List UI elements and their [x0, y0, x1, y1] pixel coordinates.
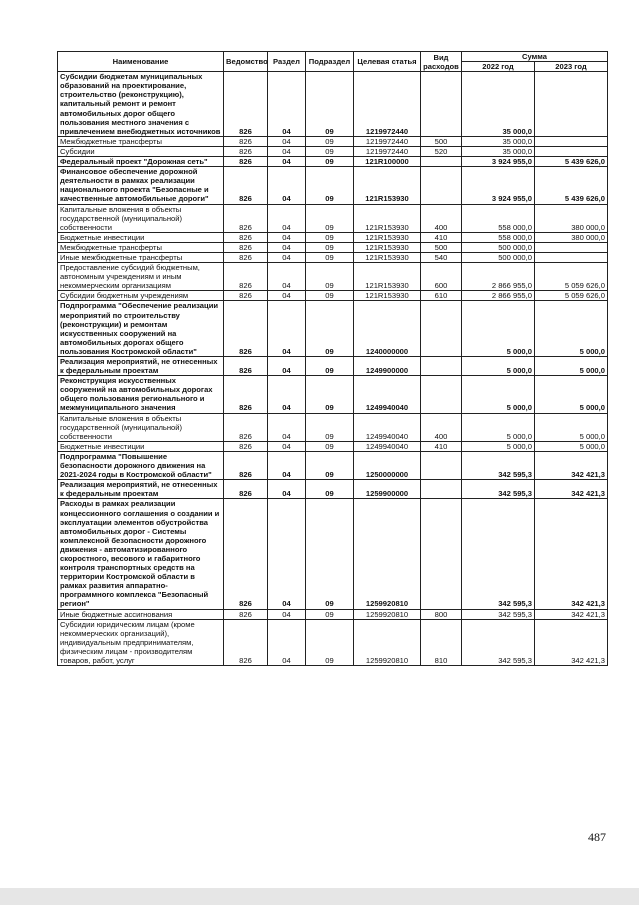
- row-sum-2022: 3 924 955,0: [462, 167, 535, 204]
- row-name: Субсидии бюджетам муниципальных образований на проектирование, строительство (реконструкцию), капитальный ремонт и ремонт автомобильных дорог общего пользования местного значения с привлечением внебюджетных источников: [58, 72, 224, 137]
- row-sum-2022: 5 000,0: [462, 357, 535, 376]
- header-name: Наименование: [58, 52, 224, 72]
- row-dept: 826: [224, 167, 268, 204]
- row-sum-2023: 342 421,3: [535, 480, 608, 499]
- row-sum-2022: 500 000,0: [462, 242, 535, 252]
- row-dept: 826: [224, 136, 268, 146]
- row-sum-2023: 5 439 626,0: [535, 167, 608, 204]
- row-exp-type: 540: [421, 252, 462, 262]
- row-target: 1219972440: [354, 72, 421, 137]
- row-target: 1259920810: [354, 609, 421, 619]
- row-sum-2022: 3 924 955,0: [462, 157, 535, 167]
- row-target: 1249900000: [354, 357, 421, 376]
- row-dept: 826: [224, 451, 268, 479]
- row-exp-type: [421, 167, 462, 204]
- row-exp-type: [421, 451, 462, 479]
- row-target: 121R153930: [354, 252, 421, 262]
- row-sum-2023: [535, 146, 608, 156]
- row-subsection: 09: [306, 609, 354, 619]
- row-sum-2023: 5 439 626,0: [535, 157, 608, 167]
- row-subsection: 09: [306, 499, 354, 609]
- row-subsection: 09: [306, 157, 354, 167]
- row-name: Бюджетные инвестиции: [58, 441, 224, 451]
- page-number: 487: [588, 830, 606, 844]
- row-sum-2022: 558 000,0: [462, 232, 535, 242]
- row-sum-2022: 342 595,3: [462, 499, 535, 609]
- row-target: 1240000000: [354, 301, 421, 357]
- table-row: [58, 413, 608, 441]
- table-row: [58, 357, 608, 376]
- row-dept: 826: [224, 252, 268, 262]
- row-subsection: 09: [306, 252, 354, 262]
- row-exp-type: 400: [421, 204, 462, 232]
- row-subsection: 09: [306, 376, 354, 413]
- row-exp-type: 600: [421, 263, 462, 291]
- table-row: [58, 441, 608, 451]
- row-section: 04: [268, 413, 306, 441]
- row-target: 121R153930: [354, 242, 421, 252]
- row-sum-2023: 5 059 626,0: [535, 263, 608, 291]
- row-section: 04: [268, 242, 306, 252]
- row-exp-type: [421, 301, 462, 357]
- row-dept: 826: [224, 242, 268, 252]
- table-row: [58, 451, 608, 479]
- row-sum-2023: 342 421,3: [535, 451, 608, 479]
- row-sum-2023: 5 000,0: [535, 376, 608, 413]
- row-section: 04: [268, 167, 306, 204]
- budget-table: [57, 51, 608, 666]
- table-row: [58, 136, 608, 146]
- row-name: Иные межбюджетные трансферты: [58, 252, 224, 262]
- row-target: 121R100000: [354, 157, 421, 167]
- row-target: 1249940040: [354, 441, 421, 451]
- row-name: Межбюджетные трансферты: [58, 242, 224, 252]
- row-sum-2022: 5 000,0: [462, 441, 535, 451]
- row-sum-2023: 342 421,3: [535, 609, 608, 619]
- row-dept: 826: [224, 441, 268, 451]
- row-subsection: 09: [306, 263, 354, 291]
- row-sum-2022: 5 000,0: [462, 376, 535, 413]
- row-section: 04: [268, 441, 306, 451]
- row-section: 04: [268, 357, 306, 376]
- row-subsection: 09: [306, 136, 354, 146]
- row-dept: 826: [224, 376, 268, 413]
- row-sum-2022: 5 000,0: [462, 413, 535, 441]
- row-name: Реализация мероприятий, не отнесенных к федеральным проектам: [58, 357, 224, 376]
- table-row: [58, 72, 608, 137]
- row-target: 121R153930: [354, 204, 421, 232]
- row-dept: 826: [224, 619, 268, 665]
- row-exp-type: [421, 72, 462, 137]
- row-subsection: 09: [306, 301, 354, 357]
- row-exp-type: 500: [421, 136, 462, 146]
- row-name: Подпрограмма "Повышение безопасности дорожного движения на 2021-2024 годы в Костромской области": [58, 451, 224, 479]
- row-name: Федеральный проект "Дорожная сеть": [58, 157, 224, 167]
- row-section: 04: [268, 146, 306, 156]
- row-dept: 826: [224, 499, 268, 609]
- table-row: [58, 480, 608, 499]
- row-sum-2022: 5 000,0: [462, 301, 535, 357]
- row-sum-2022: 2 866 955,0: [462, 263, 535, 291]
- row-subsection: 09: [306, 72, 354, 137]
- row-target: 1259920810: [354, 619, 421, 665]
- row-dept: 826: [224, 263, 268, 291]
- table-row: [58, 499, 608, 609]
- row-subsection: 09: [306, 413, 354, 441]
- table-row: [58, 146, 608, 156]
- row-sum-2022: 500 000,0: [462, 252, 535, 262]
- row-sum-2023: [535, 252, 608, 262]
- row-exp-type: 800: [421, 609, 462, 619]
- row-section: 04: [268, 480, 306, 499]
- row-sum-2023: 342 421,3: [535, 619, 608, 665]
- table-row: [58, 242, 608, 252]
- header-year-2022: 2022 год: [462, 62, 535, 72]
- row-sum-2022: 342 595,3: [462, 451, 535, 479]
- table-row: [58, 167, 608, 204]
- table-header: [58, 52, 608, 72]
- row-name: Иные бюджетные ассигнования: [58, 609, 224, 619]
- row-sum-2023: 380 000,0: [535, 232, 608, 242]
- row-target: 1250000000: [354, 451, 421, 479]
- row-exp-type: 500: [421, 242, 462, 252]
- row-subsection: 09: [306, 441, 354, 451]
- row-section: 04: [268, 609, 306, 619]
- row-dept: 826: [224, 609, 268, 619]
- row-exp-type: [421, 357, 462, 376]
- row-target: 121R153930: [354, 232, 421, 242]
- row-exp-type: [421, 376, 462, 413]
- row-subsection: 09: [306, 480, 354, 499]
- row-section: 04: [268, 376, 306, 413]
- row-target: 1259920810: [354, 499, 421, 609]
- row-name: Реконструкция искусственных сооружений на автомобильных дорогах общего пользования регионального и межмуниципального значения: [58, 376, 224, 413]
- row-exp-type: 520: [421, 146, 462, 156]
- row-dept: 826: [224, 157, 268, 167]
- row-exp-type: 610: [421, 291, 462, 301]
- header-year-2023: 2023 год: [535, 62, 608, 72]
- row-dept: 826: [224, 146, 268, 156]
- row-target: 1259900000: [354, 480, 421, 499]
- table-row: [58, 232, 608, 242]
- row-sum-2022: 342 595,3: [462, 619, 535, 665]
- row-target: 121R153930: [354, 263, 421, 291]
- row-sum-2023: [535, 72, 608, 137]
- row-exp-type: [421, 499, 462, 609]
- row-sum-2023: 5 000,0: [535, 441, 608, 451]
- row-name: Капитальные вложения в объекты государственной (муниципальной) собственности: [58, 413, 224, 441]
- table-row: [58, 157, 608, 167]
- table-row: [58, 263, 608, 291]
- row-name: Субсидии юридическим лицам (кроме некоммерческих организаций), индивидуальным предпринимателям, физическим лицам - производителям товаров, работ, услуг: [58, 619, 224, 665]
- row-target: 121R153930: [354, 291, 421, 301]
- row-section: 04: [268, 136, 306, 146]
- row-dept: 826: [224, 413, 268, 441]
- row-name: Бюджетные инвестиции: [58, 232, 224, 242]
- header-section: Раздел: [268, 52, 306, 72]
- table-row: [58, 376, 608, 413]
- row-dept: 826: [224, 357, 268, 376]
- row-sum-2023: 342 421,3: [535, 499, 608, 609]
- row-exp-type: 810: [421, 619, 462, 665]
- row-subsection: 09: [306, 357, 354, 376]
- header-subsection: Подраздел: [306, 52, 354, 72]
- row-subsection: 09: [306, 167, 354, 204]
- row-name: Капитальные вложения в объекты государственной (муниципальной) собственности: [58, 204, 224, 232]
- row-exp-type: 410: [421, 232, 462, 242]
- row-dept: 826: [224, 480, 268, 499]
- row-subsection: 09: [306, 291, 354, 301]
- table-row: [58, 301, 608, 357]
- row-target: 1249940040: [354, 376, 421, 413]
- row-section: 04: [268, 204, 306, 232]
- row-section: 04: [268, 619, 306, 665]
- row-target: 1219972440: [354, 146, 421, 156]
- row-dept: 826: [224, 232, 268, 242]
- table-row: [58, 619, 608, 665]
- row-sum-2022: 35 000,0: [462, 72, 535, 137]
- row-dept: 826: [224, 72, 268, 137]
- row-sum-2022: 35 000,0: [462, 146, 535, 156]
- row-sum-2023: 5 000,0: [535, 357, 608, 376]
- row-section: 04: [268, 72, 306, 137]
- row-name: Расходы в рамках реализации концессионного соглашения о создании и эксплуатации элементов обустройства автомобильных дорог - Системы комплексной безопасности дорожного движения - автоматизированного скоростного, весового и габаритного контроля транспортных средств на территории Костромской области в рамках развития аппаратно-программного комплекса "Безопасный регион": [58, 499, 224, 609]
- row-subsection: 09: [306, 451, 354, 479]
- row-sum-2023: [535, 136, 608, 146]
- table-row: [58, 609, 608, 619]
- table-body: [58, 72, 608, 666]
- row-subsection: 09: [306, 242, 354, 252]
- row-target: 1219972440: [354, 136, 421, 146]
- table-row: [58, 252, 608, 262]
- row-sum-2023: 380 000,0: [535, 204, 608, 232]
- row-name: Субсидии бюджетным учреждениям: [58, 291, 224, 301]
- row-subsection: 09: [306, 232, 354, 242]
- row-sum-2022: 342 595,3: [462, 480, 535, 499]
- row-exp-type: 400: [421, 413, 462, 441]
- row-name: Подпрограмма "Обеспечение реализации мероприятий по строительству (реконструкции) и ремонтам искусственных сооружений на автомобильных дорогах общего пользования Костромской области": [58, 301, 224, 357]
- row-subsection: 09: [306, 619, 354, 665]
- row-target: 1249940040: [354, 413, 421, 441]
- row-name: Межбюджетные трансферты: [58, 136, 224, 146]
- row-exp-type: [421, 480, 462, 499]
- row-name: Предоставление субсидий бюджетным, автономным учреждениям и иным некоммерческим организациям: [58, 263, 224, 291]
- row-section: 04: [268, 499, 306, 609]
- row-name: Финансовое обеспечение дорожной деятельности в рамках реализации национального проекта "Безопасные и качественные автомобильные дороги": [58, 167, 224, 204]
- row-name: Реализация мероприятий, не отнесенных к федеральным проектам: [58, 480, 224, 499]
- row-section: 04: [268, 157, 306, 167]
- row-dept: 826: [224, 301, 268, 357]
- row-section: 04: [268, 232, 306, 242]
- scan-footer-strip: [0, 888, 639, 905]
- table-row: [58, 204, 608, 232]
- row-dept: 826: [224, 204, 268, 232]
- table-row: [58, 291, 608, 301]
- row-subsection: 09: [306, 146, 354, 156]
- row-section: 04: [268, 301, 306, 357]
- row-section: 04: [268, 291, 306, 301]
- header-target: Целевая статья: [354, 52, 421, 72]
- header-sum: Сумма: [462, 52, 608, 62]
- row-subsection: 09: [306, 204, 354, 232]
- header-exp-type: Вид расходов: [421, 52, 462, 72]
- row-section: 04: [268, 263, 306, 291]
- row-sum-2022: 2 866 955,0: [462, 291, 535, 301]
- row-target: 121R153930: [354, 167, 421, 204]
- row-section: 04: [268, 252, 306, 262]
- header-dept: Ведомство: [224, 52, 268, 72]
- row-sum-2023: 5 000,0: [535, 301, 608, 357]
- row-exp-type: [421, 157, 462, 167]
- row-sum-2023: [535, 242, 608, 252]
- row-sum-2022: 342 595,3: [462, 609, 535, 619]
- row-exp-type: 410: [421, 441, 462, 451]
- row-dept: 826: [224, 291, 268, 301]
- row-sum-2023: 5 059 626,0: [535, 291, 608, 301]
- row-sum-2023: 5 000,0: [535, 413, 608, 441]
- row-sum-2022: 558 000,0: [462, 204, 535, 232]
- row-section: 04: [268, 451, 306, 479]
- row-name: Субсидии: [58, 146, 224, 156]
- row-sum-2022: 35 000,0: [462, 136, 535, 146]
